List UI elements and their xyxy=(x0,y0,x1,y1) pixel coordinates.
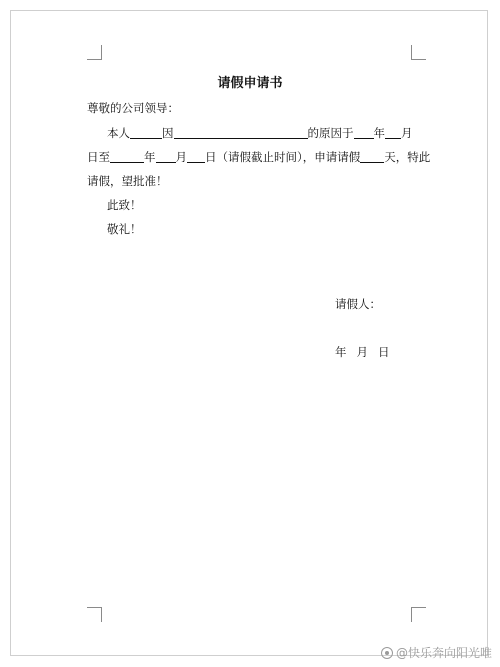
end-month-blank xyxy=(156,150,176,163)
document-page xyxy=(10,10,488,656)
end-year-blank xyxy=(110,150,144,163)
text-reason-on: 的原因于 xyxy=(307,126,354,140)
closing-ci-zhi: 此致！ xyxy=(107,198,142,212)
days-blank xyxy=(360,150,384,163)
crop-mark-top-left xyxy=(87,45,102,60)
date-day: 日 xyxy=(378,345,390,359)
watermark-text: @快乐奔向阳光唯 xyxy=(395,646,492,660)
crop-mark-bottom-left xyxy=(87,607,102,622)
watermark-logo-icon xyxy=(381,647,393,659)
document-title: 请假申请书 xyxy=(217,76,283,91)
text-days-hereby: 天，特此 xyxy=(384,150,431,164)
watermark xyxy=(381,644,492,661)
text-day-to: 日至 xyxy=(87,150,110,164)
start-year-blank xyxy=(354,126,374,139)
crop-mark-bottom-right xyxy=(411,607,426,622)
signature-date xyxy=(335,344,390,360)
text-end-month: 月 xyxy=(175,150,187,164)
body-line-3: 请假，望批准！ xyxy=(87,174,168,188)
text-month: 月 xyxy=(401,126,413,140)
text-year: 年 xyxy=(373,126,385,140)
end-day-blank xyxy=(187,150,205,163)
name-blank xyxy=(130,126,162,139)
text-end-day-request: 日（请假截止时间），申请请假 xyxy=(205,150,361,164)
body-line-2 xyxy=(87,149,430,165)
text-because: 因 xyxy=(162,126,174,140)
applicant-label: 请假人： xyxy=(335,297,381,311)
text-self: 本人 xyxy=(107,126,130,140)
closing-jing-li: 敬礼！ xyxy=(107,222,142,236)
crop-mark-top-right xyxy=(411,45,426,60)
body-line-1 xyxy=(107,125,413,141)
reason-blank xyxy=(174,126,308,139)
start-month-blank xyxy=(385,126,401,139)
date-month: 月 xyxy=(356,345,368,359)
text-end-year: 年 xyxy=(144,150,156,164)
date-year: 年 xyxy=(335,345,347,359)
salutation: 尊敬的公司领导： xyxy=(87,101,179,115)
